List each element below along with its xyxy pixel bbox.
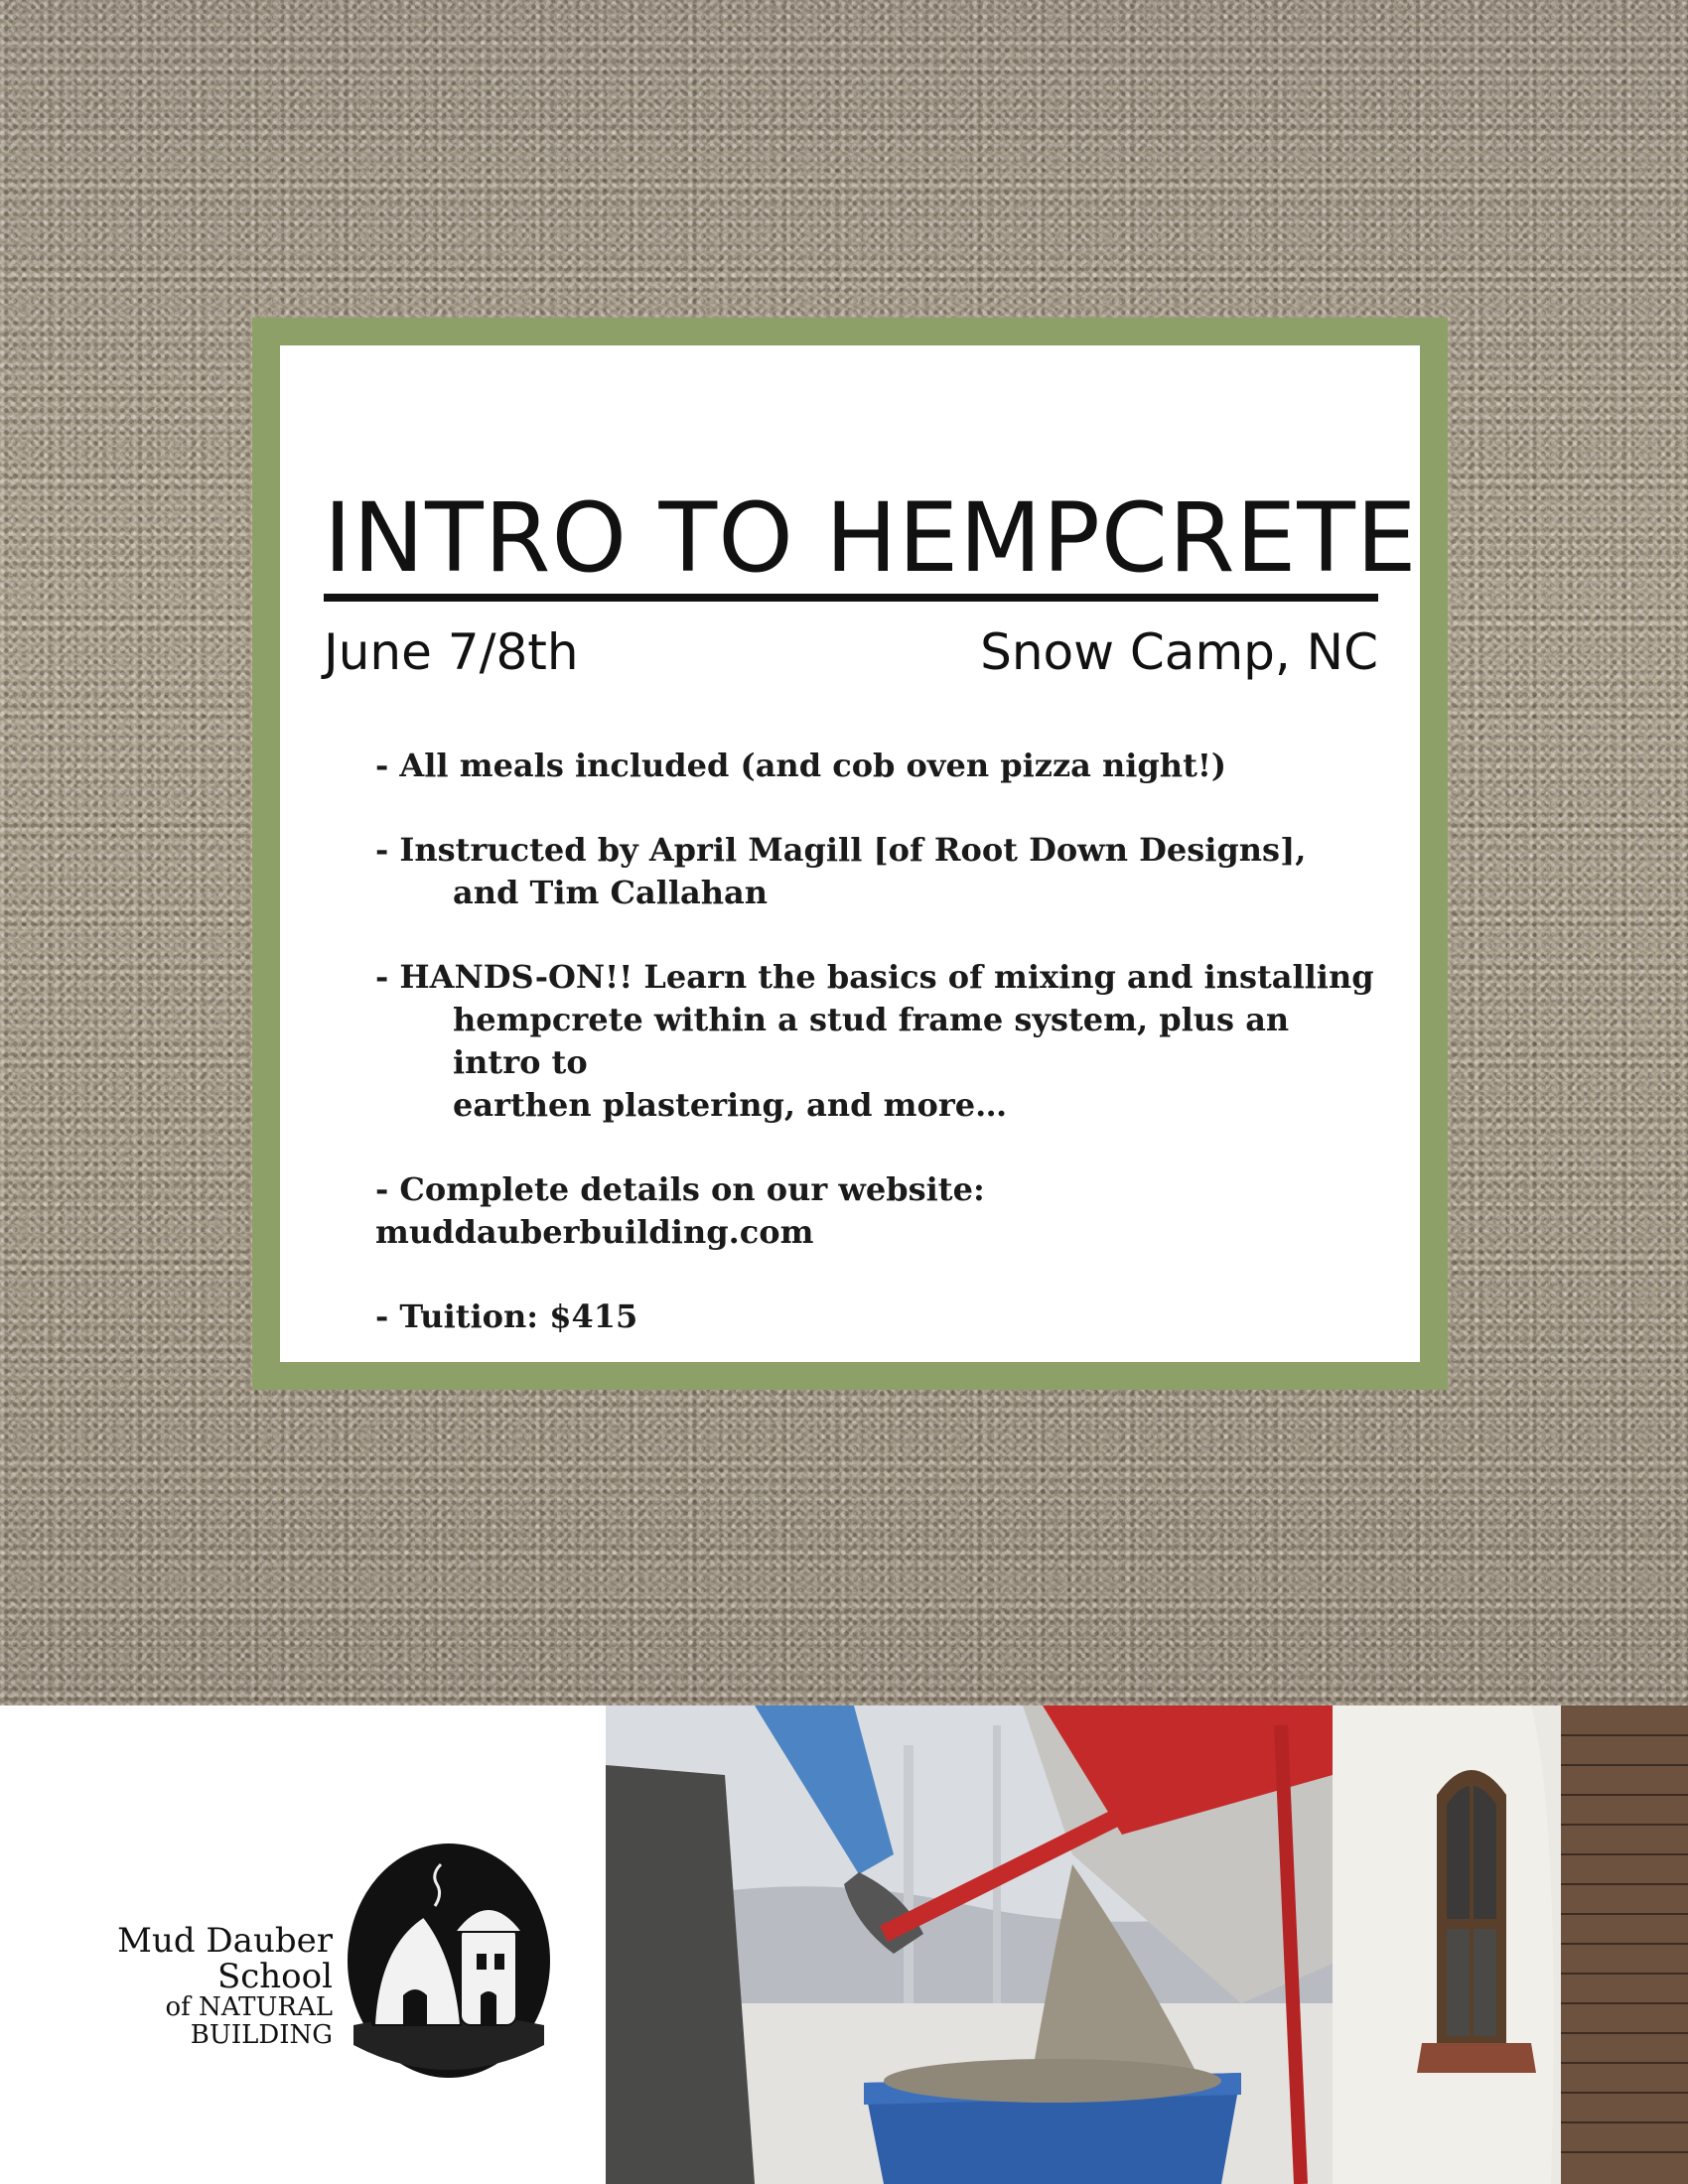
- school-name-line1: Mud Dauber School: [117, 1921, 333, 1996]
- list-item-tuition: [375, 1296, 1378, 1338]
- instructors-text-1: - Instructed by April Magill [of Root Down Designs],: [375, 831, 1307, 869]
- meals-text: - All meals included (and cob oven pizza night!): [375, 747, 1227, 784]
- list-item-website: [375, 1168, 1378, 1254]
- school-logo-icon: [344, 1837, 554, 2085]
- date-location-row: [324, 623, 1378, 681]
- handson-text-2: hempcrete within a stud frame system, plus an intro to: [453, 1001, 1290, 1081]
- list-item-handson: [375, 956, 1378, 1127]
- instructors-text-2: and Tim Callahan: [453, 874, 768, 911]
- logo-area: [0, 1706, 606, 2184]
- list-item-instructors: [375, 829, 1378, 914]
- handson-text-3: earthen plastering, and more…: [453, 1086, 1008, 1124]
- list-item-meals: [375, 745, 1378, 787]
- school-name: [60, 1921, 333, 2050]
- tuition-text: - Tuition: $415: [375, 1297, 638, 1335]
- handson-text-1: - HANDS-ON!! Learn the basics of mixing and installing: [375, 958, 1374, 996]
- details-list: [324, 745, 1378, 1338]
- website-text: - Complete details on our website: muddauberbuilding.com: [375, 1170, 985, 1251]
- event-date: June 7/8th: [324, 623, 579, 681]
- bottom-strip: [0, 1706, 1688, 2184]
- school-name-line2: of NATURAL BUILDING: [165, 1992, 333, 2050]
- event-location: Snow Camp, NC: [980, 623, 1378, 681]
- page-title: INTRO TO HEMPCRETE: [324, 490, 1378, 602]
- info-panel: [280, 345, 1420, 1362]
- hempcrete-mixing-photo: [606, 1706, 1333, 2184]
- plastered-wall-photo: [1333, 1706, 1688, 2184]
- info-frame: [252, 318, 1448, 1390]
